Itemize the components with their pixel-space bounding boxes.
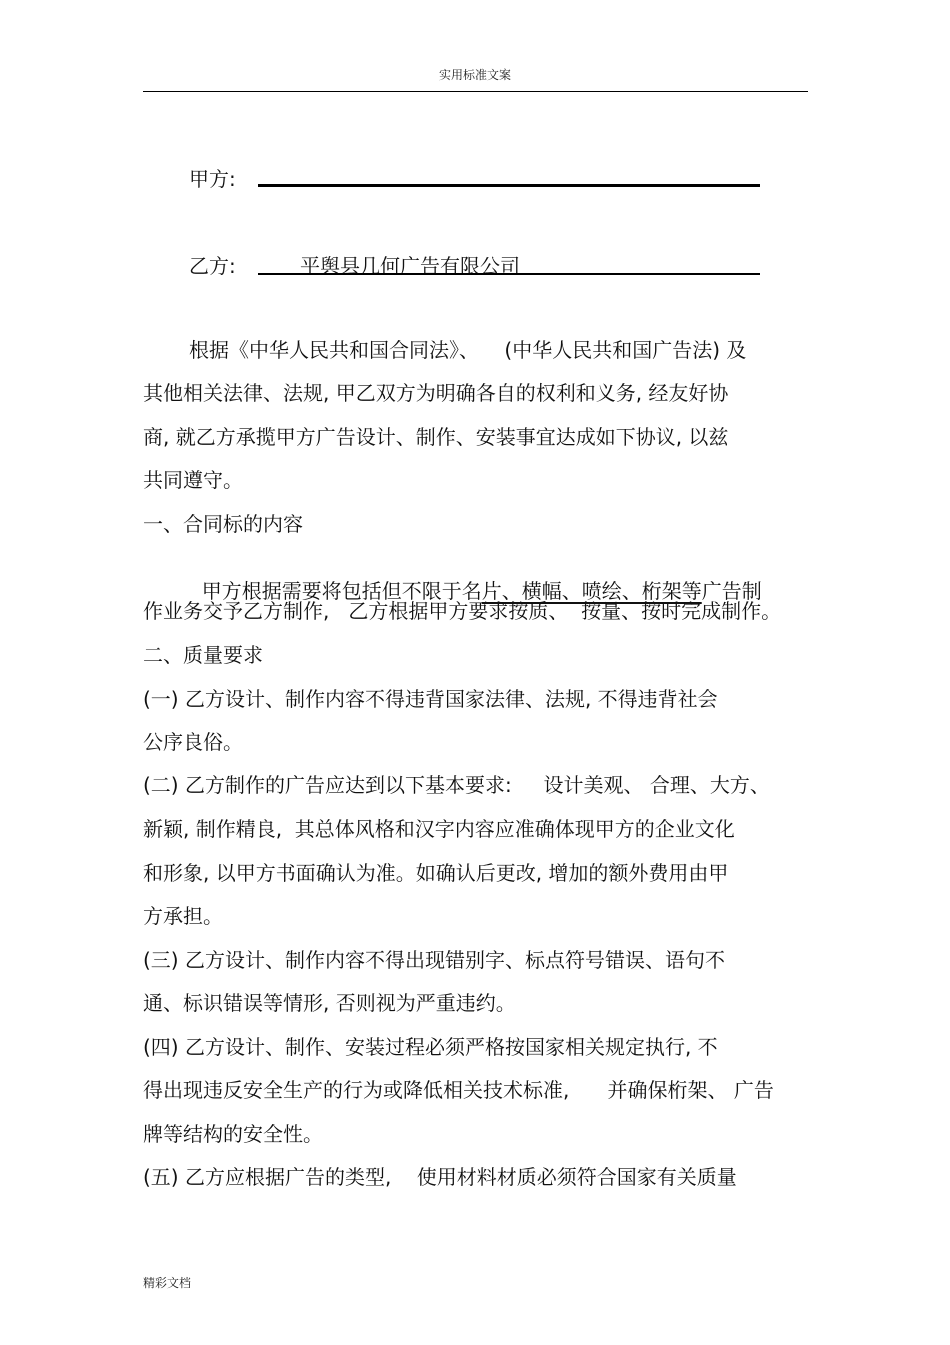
page-footer: 精彩文档 <box>143 1276 192 1290</box>
party-b-company-name: 平舆县几何广告有限公司 <box>300 254 520 278</box>
party-b-label: 乙方: <box>189 254 236 278</box>
body-line: 作业务交予乙方制作, 乙方根据甲方要求按质、 按量、按时完成制作。 <box>143 599 782 623</box>
body-line: (二) 乙方制作的广告应达到以下基本要求: 设计美观、 合理、大方、 <box>143 773 770 797</box>
page-header: 实用标准文案 <box>438 68 511 82</box>
body-line: 公序良俗。 <box>143 730 243 754</box>
section-heading: 二、质量要求 <box>143 643 263 667</box>
body-line: 通、标识错误等情形, 否则视为严重违约。 <box>143 991 516 1015</box>
body-line: (一) 乙方设计、制作内容不得违背国家法律、法规, 不得违背社会 <box>143 687 718 711</box>
section-heading: 一、合同标的内容 <box>143 512 303 536</box>
body-line-end: 广告制 <box>701 579 762 603</box>
body-line: 牌等结构的安全性。 <box>143 1122 323 1146</box>
body-line: 新颖, 制作精良, 其总体风格和汉字内容应准确体现甲方的企业文化 <box>143 817 735 841</box>
body-line: 得出现违反安全生产的行为或降低相关技术标准, 并确保桁架、 广告 <box>143 1078 774 1102</box>
body-line: 和形象, 以甲方书面确认为准。如确认后更改, 增加的额外费用由甲 <box>143 861 729 885</box>
body-line: 商, 就乙方承揽甲方广告设计、制作、安装事宜达成如下协议, 以兹 <box>143 425 729 449</box>
body-line: 共同遵守。 <box>143 468 243 492</box>
party-b-underline <box>258 273 760 275</box>
header-rule <box>143 91 808 92</box>
body-line: 根据《中华人民共和国合同法》、 (中华人民共和国广告法) 及 <box>189 338 747 362</box>
body-line <box>189 555 762 603</box>
body-line: 方承担。 <box>143 904 223 928</box>
body-line: (三) 乙方设计、制作内容不得出现错别字、标点符号错误、语句不 <box>143 948 725 972</box>
party-a-blank-line <box>258 184 760 187</box>
body-line: (五) 乙方应根据广告的类型, 使用材料材质必须符合国家有关质量 <box>143 1165 737 1189</box>
body-line: (四) 乙方设计、制作、安装过程必须严格按国家相关规定执行, 不 <box>143 1035 718 1059</box>
body-line-start: 甲方根据需要将包括但不限于名 <box>201 579 482 603</box>
body-line: 其他相关法律、法规, 甲乙双方为明确各自的权利和义务, 经友好协 <box>143 381 729 405</box>
underlined-items: 片、横幅、喷绘、桁架等 <box>481 579 702 603</box>
party-a-label: 甲方: <box>189 167 236 191</box>
